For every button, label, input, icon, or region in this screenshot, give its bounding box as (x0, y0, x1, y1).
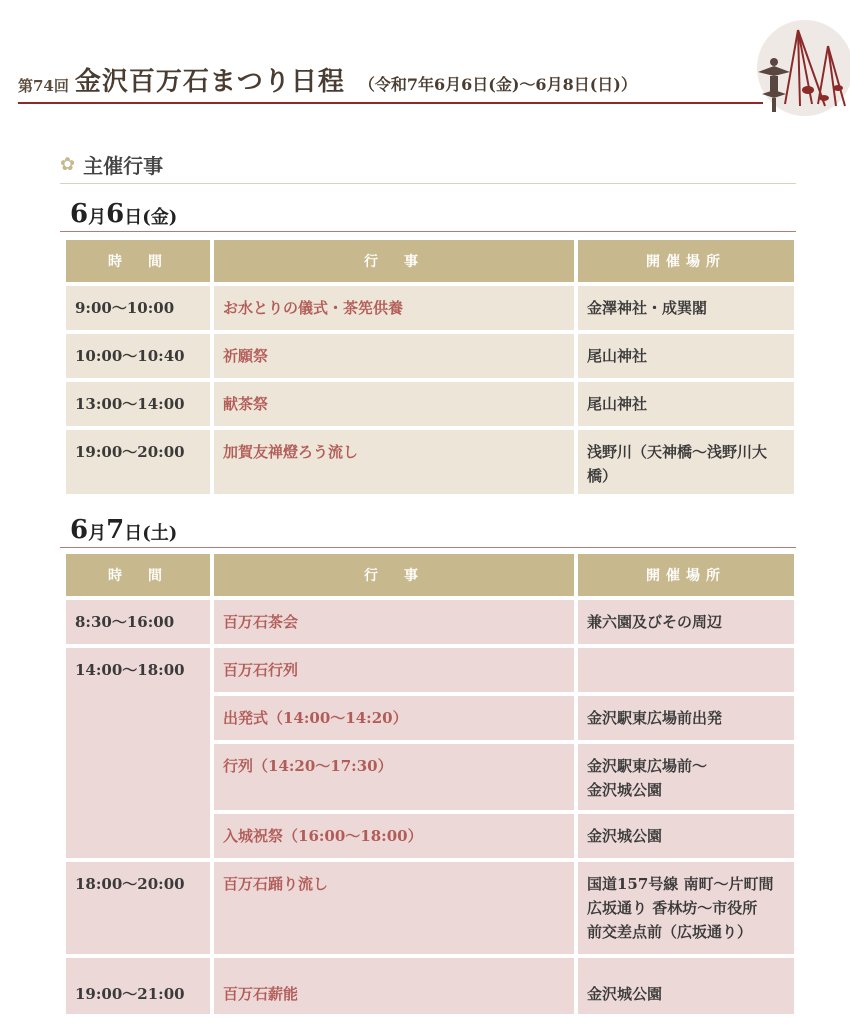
schedule-table-june-6 (62, 236, 798, 498)
flower-icon: ✿ (60, 154, 76, 175)
cell-event (214, 744, 574, 810)
sub-event-time: （16:00～18:00） (283, 827, 423, 845)
cell-event: 百万石茶会 (214, 600, 574, 644)
cell-event: 加賀友禅燈ろう流し (214, 430, 574, 494)
day-of-week: (土) (142, 523, 178, 544)
cell-time: 14:00～18:00 (66, 648, 210, 858)
cell-event: 祈願祭 (214, 334, 574, 378)
table-row (66, 334, 794, 378)
sub-event-time: （14:00～14:20） (268, 709, 408, 727)
column-header-time: 時 間 (66, 240, 210, 282)
day-number: 6 (106, 199, 125, 229)
cell-venue: 兼六園及びその周辺 (578, 600, 794, 644)
cell-venue: 金沢城公園 (578, 958, 794, 1014)
cell-time: 8:30～16:00 (66, 600, 210, 644)
day-of-week: (金) (142, 207, 178, 228)
cell-venue: 金沢城公園 (578, 814, 794, 858)
page-title: 金沢百万石まつり日程 (74, 67, 345, 97)
cell-time: 18:00～20:00 (66, 862, 210, 954)
cell-venue (578, 744, 794, 810)
cell-venue (578, 862, 794, 954)
cell-time: 19:00～21:00 (66, 958, 210, 1014)
day-month: 6 (70, 515, 89, 545)
cell-venue: 尾山神社 (578, 382, 794, 426)
cell-event: 献茶祭 (214, 382, 574, 426)
table-header-row (66, 240, 794, 282)
cell-time: 9:00～10:00 (66, 286, 210, 330)
cell-venue (578, 648, 794, 692)
table-row (66, 382, 794, 426)
cell-time: 13:00～14:00 (66, 382, 210, 426)
table-header-row (66, 554, 794, 596)
kenrokuen-lantern-icon (700, 18, 850, 118)
cell-venue: 金沢駅東広場前出発 (578, 696, 794, 740)
cell-time: 10:00～10:40 (66, 334, 210, 378)
cell-venue: 尾山神社 (578, 334, 794, 378)
cell-event: 百万石行列 (214, 648, 574, 692)
venue-line: 広坂通り 香林坊～市役所 (587, 899, 758, 917)
day-month: 6 (70, 199, 89, 229)
edition-label: 第74回 (18, 77, 69, 95)
table-row (66, 430, 794, 494)
table-row (66, 958, 794, 1014)
column-header-event: 行 事 (214, 240, 574, 282)
venue-line: 金沢駅東広場前～ (587, 757, 708, 775)
sub-event-name: 行列 (223, 757, 254, 775)
cell-event: 百万石踊り流し (214, 862, 574, 954)
table-row (66, 862, 794, 954)
table-row (66, 286, 794, 330)
table-row (66, 648, 794, 692)
day-unit: 日 (124, 523, 143, 544)
cell-event (214, 696, 574, 740)
day-month-unit: 月 (88, 207, 107, 228)
cell-event: 百万石薪能 (214, 958, 574, 1014)
sub-event-name: 出発式 (223, 709, 269, 727)
sub-event-time: （14:20～17:30） (253, 757, 393, 775)
section-header (60, 146, 796, 184)
cell-event: お水とりの儀式・茶筅供養 (214, 286, 574, 330)
page-title-bar (18, 60, 763, 104)
day-heading-june-7 (60, 512, 796, 548)
day-heading-june-6 (60, 196, 796, 232)
day-unit: 日 (124, 207, 143, 228)
festival-dates: （令和7年6月6日(金)～6月8日(日)） (358, 75, 637, 94)
column-header-venue: 開催場所 (578, 554, 794, 596)
venue-line: 金沢城公園 (587, 781, 663, 799)
day-month-unit: 月 (88, 523, 107, 544)
sub-event-name: 入城祝祭 (223, 827, 284, 845)
schedule-table-june-7 (62, 550, 798, 1018)
venue-line: 前交差点前（広坂通り） (587, 923, 753, 941)
table-row (66, 600, 794, 644)
column-header-event: 行 事 (214, 554, 574, 596)
venue-line: 国道157号線 南町～片町間 (587, 875, 774, 893)
column-header-venue: 開催場所 (578, 240, 794, 282)
column-header-time: 時 間 (66, 554, 210, 596)
cell-time: 19:00～20:00 (66, 430, 210, 494)
cell-event (214, 814, 574, 858)
cell-venue: 金澤神社・成巽閣 (578, 286, 794, 330)
section-title: 主催行事 (83, 154, 164, 178)
cell-venue: 浅野川（天神橋～浅野川大橋） (578, 430, 794, 494)
day-number: 7 (106, 515, 125, 545)
